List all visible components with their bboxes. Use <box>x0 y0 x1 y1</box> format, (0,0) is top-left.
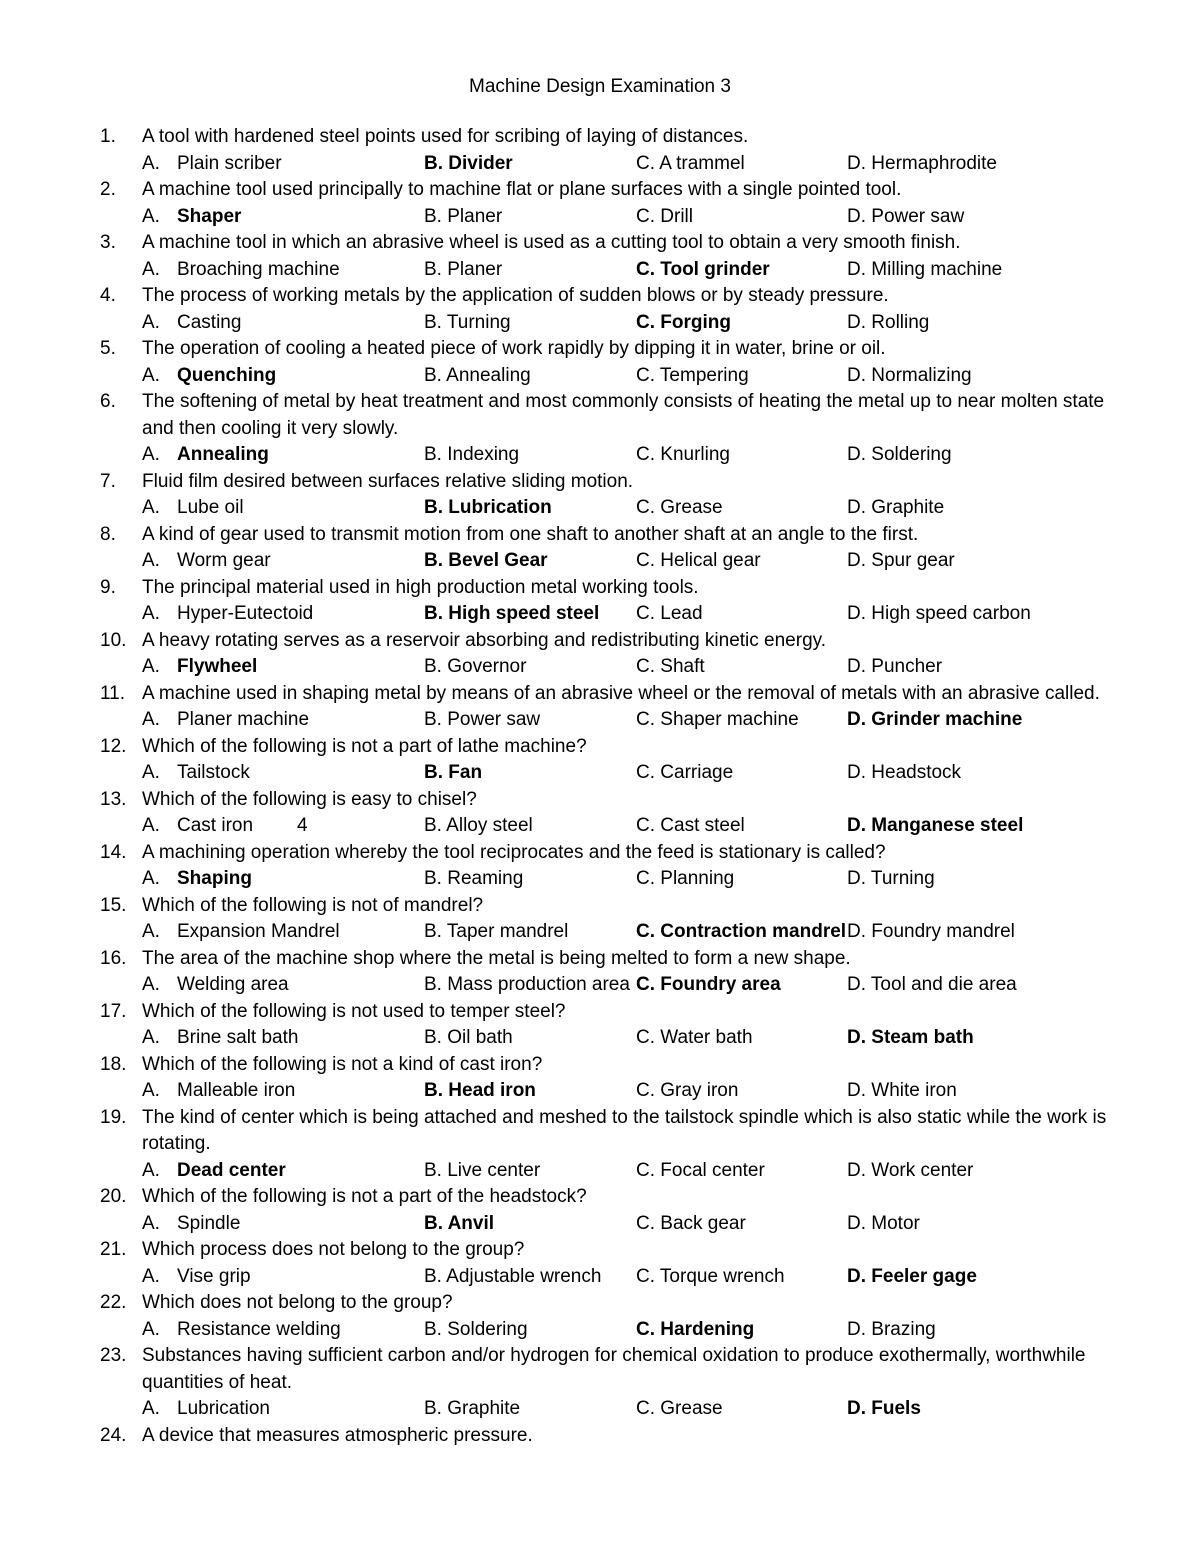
question-item <box>100 336 1140 389</box>
option-a-label: A. <box>142 497 160 518</box>
question-item <box>100 681 1140 734</box>
option-b: B. Indexing <box>424 444 520 465</box>
question-text: A device that measures atmospheric pressure. <box>142 1424 533 1446</box>
answer-options <box>142 654 1140 681</box>
question-item <box>100 999 1140 1052</box>
option-d: D. Fuels <box>847 1398 921 1419</box>
option-a <box>142 1396 424 1423</box>
option-b: B. Taper mandrel <box>424 921 569 942</box>
question-number: 21. <box>100 1239 127 1260</box>
option-a-text: Welding area <box>177 974 289 995</box>
option-a-text: Shaping <box>177 868 252 889</box>
option-a-text: Planer machine <box>177 709 310 730</box>
option-b: B. Planer <box>424 205 503 227</box>
answer-options <box>142 866 1140 893</box>
option-a <box>142 707 424 734</box>
option-b: B. Soldering <box>424 1318 528 1340</box>
option-a-text: Lube oil <box>177 497 244 518</box>
question-number: 1. <box>100 126 116 147</box>
question-line <box>100 1290 1140 1317</box>
question-item <box>100 1184 1140 1237</box>
option-b: B. Adjustable wrench <box>424 1265 602 1287</box>
question-line <box>100 469 1140 496</box>
option-a-text: Shaper <box>177 205 242 227</box>
question-text: Which of the following is easy to chisel? <box>142 788 477 810</box>
question-number: 6. <box>100 391 116 412</box>
question-text: Which does not belong to the group? <box>142 1292 453 1313</box>
question-text: Which of the following is not a kind of cast iron? <box>142 1053 543 1075</box>
question-text: Which of the following is not of mandrel? <box>142 894 484 916</box>
option-c: C. Foundry area <box>636 974 781 995</box>
question-item <box>100 177 1140 230</box>
option-b: B. Divider <box>424 152 513 174</box>
option-a-text: Quenching <box>177 364 277 386</box>
option-a <box>142 919 424 946</box>
question-line <box>100 1184 1140 1211</box>
option-a-label: A. <box>142 364 160 386</box>
question-item <box>100 124 1140 177</box>
option-d: D. Soldering <box>847 444 952 465</box>
answer-options <box>142 1025 1140 1052</box>
question-text: Which of the following is not a part of the headstock? <box>142 1186 587 1207</box>
question-number: 22. <box>100 1292 127 1313</box>
question-number: 12. <box>100 735 127 757</box>
option-a-label: A. <box>142 868 160 889</box>
option-d: D. Puncher <box>847 656 943 677</box>
option-a-label: A. <box>142 1318 160 1340</box>
question-line <box>100 1052 1140 1079</box>
question-item <box>100 230 1140 283</box>
question-item <box>100 283 1140 336</box>
option-d: D. Tool and die area <box>847 974 1017 995</box>
option-a-text: Worm gear <box>177 550 271 571</box>
option-a-label: A. <box>142 1027 160 1048</box>
question-line <box>100 389 1140 442</box>
option-d: D. High speed carbon <box>847 603 1031 624</box>
answer-options <box>142 1158 1140 1185</box>
question-line <box>100 1105 1140 1158</box>
option-a-label: A. <box>142 1265 160 1287</box>
question-item <box>100 893 1140 946</box>
option-d: D. Turning <box>847 868 935 889</box>
question-number: 7. <box>100 470 116 492</box>
option-c: C. Water bath <box>636 1027 753 1048</box>
question-number: 3. <box>100 232 116 253</box>
option-c: C. Shaft <box>636 656 705 677</box>
question-text: The principal material used in high production metal working tools. <box>142 576 699 598</box>
question-text: A machine tool used principally to machine flat or plane surfaces with a single pointed tool. <box>142 179 902 200</box>
answer-options <box>142 495 1140 522</box>
question-list <box>100 124 1140 1449</box>
option-a-text: Dead center <box>177 1159 286 1181</box>
answer-options <box>142 972 1140 999</box>
question-number: 11. <box>100 682 126 704</box>
answer-options <box>142 601 1140 628</box>
option-c: C. Gray iron <box>636 1080 739 1101</box>
question-text: A machining operation whereby the tool reciprocates and the feed is stationary is called? <box>142 841 886 863</box>
option-a-label: A. <box>142 205 160 227</box>
answer-options <box>142 813 1140 840</box>
option-c: C. Tool grinder <box>636 258 770 280</box>
question-line <box>100 1237 1140 1264</box>
option-b: B. Reaming <box>424 868 524 889</box>
question-text: The kind of center which is being attached and meshed to the tailstock spindle which is also static while the work is rotating. <box>142 1106 1107 1154</box>
question-text: The operation of cooling a heated piece of work rapidly by dipping it in water, brine or oil. <box>142 338 886 359</box>
answer-options <box>142 1264 1140 1291</box>
option-b: B. Annealing <box>424 364 531 386</box>
question-line <box>100 893 1140 920</box>
question-line <box>100 628 1140 655</box>
option-a <box>142 1158 424 1185</box>
question-item <box>100 469 1140 522</box>
option-c: C. Planning <box>636 868 735 889</box>
option-a-text: Spindle <box>177 1212 241 1234</box>
question-item <box>100 628 1140 681</box>
question-number: 10. <box>100 629 127 651</box>
option-a-label: A. <box>142 1398 160 1419</box>
option-a-label: A. <box>142 709 160 730</box>
answer-options <box>142 257 1140 284</box>
option-d: D. Motor <box>847 1212 920 1234</box>
option-c: C. Back gear <box>636 1212 746 1234</box>
question-text: The area of the machine shop where the metal is being melted to form a new shape. <box>142 947 851 969</box>
option-c: C. Carriage <box>636 762 734 783</box>
question-line <box>100 787 1140 814</box>
option-a-label: A. <box>142 444 160 465</box>
question-item <box>100 389 1140 469</box>
answer-options <box>142 548 1140 575</box>
question-text: Fluid film desired between surfaces relative sliding motion. <box>142 470 634 492</box>
question-line <box>100 734 1140 761</box>
option-b: B. Alloy steel <box>424 815 533 836</box>
question-text: The softening of metal by heat treatment and most commonly consists of heating the metal up to near molten state and then cooling it very slowly. <box>142 391 1105 439</box>
option-a <box>142 257 424 284</box>
option-a-text: Cast iron <box>177 815 254 836</box>
question-number: 15. <box>100 894 127 916</box>
option-d: D. Spur gear <box>847 550 955 571</box>
option-a-label: A. <box>142 656 160 677</box>
option-b: B. Planer <box>424 258 503 280</box>
question-number: 23. <box>100 1345 127 1366</box>
option-c: C. Hardening <box>636 1318 755 1340</box>
option-d: D. Steam bath <box>847 1027 974 1048</box>
question-line <box>100 999 1140 1026</box>
option-d: D. White iron <box>847 1080 957 1101</box>
question-number: 17. <box>100 1000 127 1022</box>
option-a-text: Vise grip <box>177 1265 251 1287</box>
option-a-label: A. <box>142 550 160 571</box>
option-c: C. Knurling <box>636 444 730 465</box>
option-a-label: A. <box>142 258 160 280</box>
option-d: D. Manganese steel <box>847 815 1024 836</box>
question-item <box>100 734 1140 787</box>
option-a-text: Casting <box>177 311 242 333</box>
question-item <box>100 787 1140 840</box>
question-number: 5. <box>100 338 116 359</box>
question-line <box>100 124 1140 151</box>
question-text: Substances having sufficient carbon and/or hydrogen for chemical oxidation to produce exothermally, worthwhile quantities of heat. <box>142 1345 1086 1393</box>
question-line <box>100 1343 1140 1396</box>
option-a-text: Malleable iron <box>177 1080 296 1101</box>
option-a-text: Broaching machine <box>177 258 340 280</box>
option-d: D. Rolling <box>847 311 930 333</box>
option-a-label: A. <box>142 815 160 836</box>
question-number: 4. <box>100 285 116 306</box>
question-number: 19. <box>100 1106 127 1128</box>
question-number: 24. <box>100 1424 127 1446</box>
question-text: A machine tool in which an abrasive wheel is used as a cutting tool to obtain a very smooth finish. <box>142 232 961 253</box>
option-a <box>142 654 424 681</box>
option-d: D. Work center <box>847 1159 974 1181</box>
question-line <box>100 575 1140 602</box>
option-b: B. Turning <box>424 311 511 333</box>
question-text: A heavy rotating serves as a reservoir absorbing and redistributing kinetic energy. <box>142 629 827 651</box>
option-a-label: A. <box>142 1212 160 1234</box>
option-a-text: Tailstock <box>177 762 250 783</box>
option-b: B. Bevel Gear <box>424 550 548 571</box>
question-number: 20. <box>100 1186 127 1207</box>
option-d: D. Graphite <box>847 497 945 518</box>
option-a-text: Plain scriber <box>177 152 282 174</box>
option-d: D. Headstock <box>847 762 962 783</box>
question-text: A tool with hardened steel points used for scribing of laying of distances. <box>142 126 749 147</box>
question-item <box>100 1290 1140 1343</box>
option-c: C. Forging <box>636 311 731 333</box>
answer-options <box>142 310 1140 337</box>
option-a <box>142 1317 424 1344</box>
question-item <box>100 1343 1140 1423</box>
option-c: C. Helical gear <box>636 550 761 571</box>
option-a-label: A. <box>142 762 160 783</box>
option-b: B. Governor <box>424 656 527 677</box>
option-a-extra: 4 <box>297 815 308 836</box>
option-a <box>142 1078 424 1105</box>
question-item <box>100 840 1140 893</box>
question-line <box>100 283 1140 310</box>
question-number: 8. <box>100 523 116 545</box>
question-number: 13. <box>100 788 127 810</box>
question-text: A kind of gear used to transmit motion from one shaft to another shaft at an angle to the first. <box>142 523 919 545</box>
answer-options <box>142 1211 1140 1238</box>
option-d: D. Brazing <box>847 1318 936 1340</box>
option-a-label: A. <box>142 1080 160 1101</box>
question-item <box>100 522 1140 575</box>
option-c: C. Shaper machine <box>636 709 799 730</box>
question-item <box>100 1423 1140 1450</box>
answer-options <box>142 707 1140 734</box>
option-b: B. Oil bath <box>424 1027 513 1048</box>
option-c: C. A trammel <box>636 152 745 174</box>
option-c: C. Contraction mandrel <box>636 921 847 942</box>
option-a <box>142 1025 424 1052</box>
question-item <box>100 1237 1140 1290</box>
option-c: C. Torque wrench <box>636 1265 785 1287</box>
question-text: A machine used in shaping metal by means of an abrasive wheel or the removal of metals with an abrasive called. <box>142 682 1100 704</box>
question-number: 16. <box>100 947 127 969</box>
option-a <box>142 204 424 231</box>
question-text: The process of working metals by the application of sudden blows or by steady pressure. <box>142 285 889 306</box>
option-b: B. Live center <box>424 1159 541 1181</box>
option-c: C. Grease <box>636 497 723 518</box>
question-line <box>100 230 1140 257</box>
option-a-text: Expansion Mandrel <box>177 921 340 942</box>
option-a <box>142 363 424 390</box>
option-a-text: Resistance welding <box>177 1318 341 1340</box>
option-c: C. Cast steel <box>636 815 745 836</box>
question-number: 9. <box>100 576 116 598</box>
option-a-text: Flywheel <box>177 656 258 677</box>
option-a-text: Annealing <box>177 444 269 465</box>
question-line <box>100 840 1140 867</box>
option-a <box>142 813 424 840</box>
answer-options <box>142 442 1140 469</box>
option-b: B. Anvil <box>424 1212 495 1234</box>
option-a <box>142 310 424 337</box>
option-a-label: A. <box>142 974 160 995</box>
option-a-label: A. <box>142 921 160 942</box>
option-a <box>142 760 424 787</box>
option-b: B. High speed steel <box>424 603 600 624</box>
question-item <box>100 1052 1140 1105</box>
option-b: B. Fan <box>424 762 483 783</box>
answer-options <box>142 151 1140 178</box>
option-b: B. Mass production area <box>424 974 630 995</box>
option-c: C. Grease <box>636 1398 723 1419</box>
option-c: C. Tempering <box>636 364 749 386</box>
question-text: Which process does not belong to the group? <box>142 1239 525 1260</box>
question-item <box>100 946 1140 999</box>
option-d: D. Foundry mandrel <box>847 921 1015 942</box>
option-a <box>142 866 424 893</box>
option-b: B. Head iron <box>424 1080 536 1101</box>
option-c: C. Lead <box>636 603 703 624</box>
question-line <box>100 336 1140 363</box>
question-number: 2. <box>100 179 116 200</box>
option-c: C. Drill <box>636 205 693 227</box>
question-text: Which of the following is not a part of lathe machine? <box>142 735 587 757</box>
option-d: D. Grinder machine <box>847 709 1023 730</box>
answer-options <box>142 1317 1140 1344</box>
option-a-text: Lubrication <box>177 1398 270 1419</box>
answer-options <box>142 204 1140 231</box>
question-item <box>100 575 1140 628</box>
option-d: D. Normalizing <box>847 364 972 386</box>
option-d: D. Milling machine <box>847 258 1003 280</box>
option-b: B. Lubrication <box>424 497 552 518</box>
option-c: C. Focal center <box>636 1159 765 1181</box>
question-number: 18. <box>100 1053 127 1075</box>
option-a <box>142 151 424 178</box>
question-line <box>100 946 1140 973</box>
option-d: D. Hermaphrodite <box>847 152 997 174</box>
answer-options <box>142 1396 1140 1423</box>
option-a-label: A. <box>142 603 160 624</box>
option-a <box>142 442 424 469</box>
question-line <box>100 177 1140 204</box>
answer-options <box>142 760 1140 787</box>
option-d: D. Feeler gage <box>847 1265 977 1287</box>
option-a <box>142 1211 424 1238</box>
option-a <box>142 972 424 999</box>
answer-options <box>142 1078 1140 1105</box>
answer-options <box>142 363 1140 390</box>
question-number: 14. <box>100 841 127 863</box>
option-a <box>142 601 424 628</box>
option-a <box>142 495 424 522</box>
option-a-text: Hyper-Eutectoid <box>177 603 314 624</box>
question-line <box>100 522 1140 549</box>
question-line <box>100 1423 1140 1450</box>
option-d: D. Power saw <box>847 205 965 227</box>
option-a-label: A. <box>142 152 160 174</box>
page-title: Machine Design Examination 3 <box>469 76 731 97</box>
answer-options <box>142 919 1140 946</box>
option-b: B. Power saw <box>424 709 541 730</box>
option-b: B. Graphite <box>424 1398 521 1419</box>
option-a <box>142 548 424 575</box>
option-a-label: A. <box>142 1159 160 1181</box>
option-a-label: A. <box>142 311 160 333</box>
question-line <box>100 681 1140 708</box>
question-item <box>100 1105 1140 1185</box>
question-text: Which of the following is not used to temper steel? <box>142 1000 566 1022</box>
option-a-text: Brine salt bath <box>177 1027 299 1048</box>
option-a <box>142 1264 424 1291</box>
